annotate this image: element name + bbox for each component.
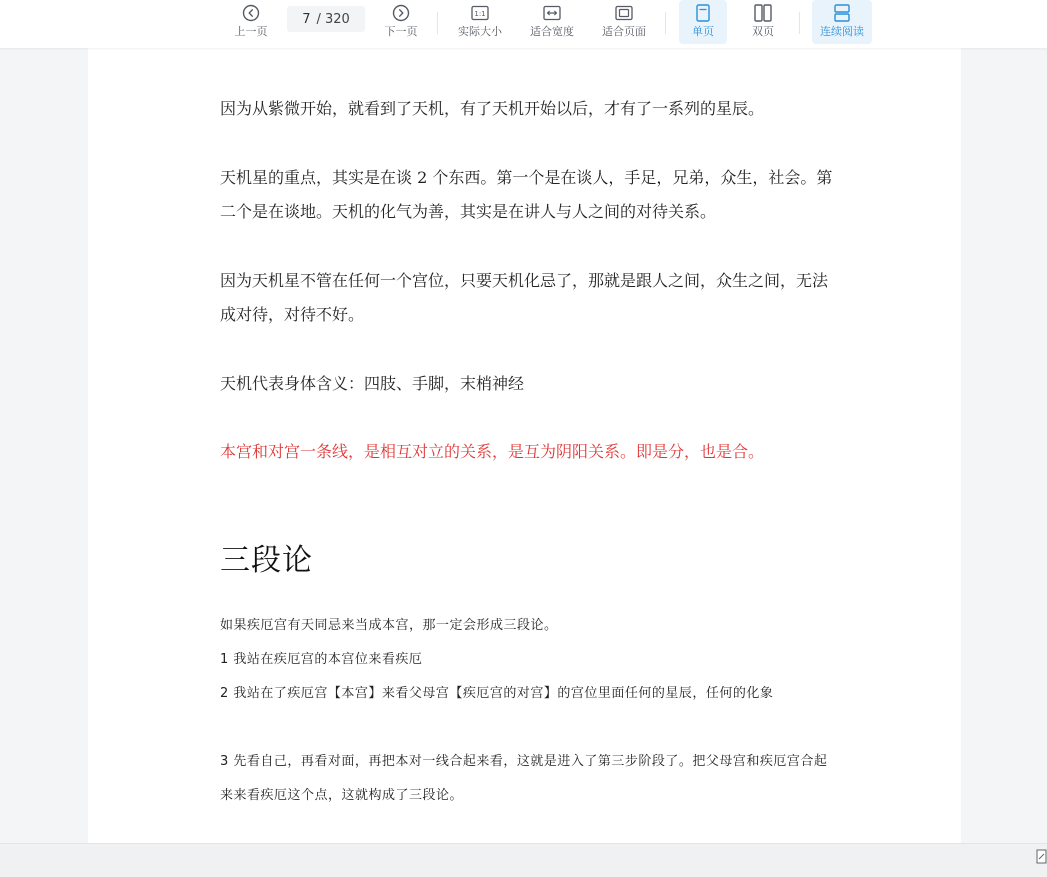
single-page-icon	[693, 3, 713, 23]
double-page-button[interactable]	[740, 0, 786, 44]
fit-width-icon	[542, 3, 562, 23]
toolbar-divider	[799, 12, 800, 34]
paragraph-small-4: 3 先看自己，再看对面，再把本对一线合起来看，这就是进入了第三步阶段了。把父母宫和疾厄宫合起来来看疾厄这个点，这就构成了三段论。	[220, 754, 828, 803]
fit-page-button[interactable]	[596, 0, 652, 44]
paragraph-small-1: 如果疾厄宫有天同忌来当成本宫，那一定会形成三段论。	[220, 618, 558, 633]
toolbar-divider	[665, 12, 666, 34]
single-page-label: 单页	[692, 25, 714, 38]
document-page	[88, 48, 961, 843]
fit-width-button[interactable]	[524, 0, 580, 44]
resize-handle-icon[interactable]	[1035, 849, 1047, 865]
double-page-label: 双页	[752, 25, 774, 38]
continuous-reading-label: 连续阅读	[820, 25, 864, 38]
fit-page-icon	[614, 3, 634, 23]
paragraph-2: 天机星的重点，其实是在谈 2 个东西。第一个是在谈人，手足，兄弟，众生，社会。第二个是在谈地。天机的化气为善，其实是在讲人与人之间的对待关系。	[220, 168, 833, 221]
paragraph-1: 因为从紫微开始，就看到了天机，有了天机开始以后，才有了一系列的星辰。	[220, 99, 765, 118]
chevron-right-circle-icon	[391, 3, 411, 23]
paragraph-4: 天机代表身体含义：四肢、手脚，末梢神经	[220, 374, 525, 393]
paragraph-small-2: 1 我站在疾厄宫的本宫位来看疾厄	[220, 652, 423, 667]
fit-width-label: 适合宽度	[530, 25, 574, 38]
status-bar	[0, 843, 1047, 877]
current-page-value: 7	[302, 11, 311, 27]
toolbar-divider	[437, 12, 438, 34]
fit-page-label: 适合页面	[602, 25, 646, 38]
actual-size-button[interactable]	[452, 0, 508, 44]
prev-page-label: 上一页	[234, 25, 268, 38]
prev-page-button[interactable]	[228, 0, 274, 44]
actual-size-icon	[470, 3, 490, 23]
continuous-reading-icon	[832, 3, 852, 23]
total-pages-value: / 320	[316, 11, 350, 27]
next-page-label: 下一页	[384, 25, 418, 38]
next-page-button[interactable]	[378, 0, 424, 44]
page-number-field[interactable]	[287, 6, 365, 32]
single-page-button[interactable]	[679, 0, 727, 44]
actual-size-label: 实际大小	[458, 25, 502, 38]
paragraph-red-highlight: 本宫和对宫一条线，是相互对立的关系，是互为阴阳关系。即是分，也是合。	[220, 442, 765, 461]
paragraph-3: 因为天机星不管在任何一个宫位，只要天机化忌了，那就是跟人之间，众生之间，无法成对待，对待不好。	[220, 271, 829, 324]
paragraph-small-3: 2 我站在了疾厄宫【本宫】来看父母宫【疾厄宫的对宫】的宫位里面任何的星辰，任何的化象	[220, 686, 774, 701]
reader-toolbar	[0, 0, 1047, 48]
actual-size-icon-text: 1:1	[474, 10, 486, 18]
section-heading: 三段论	[220, 543, 313, 578]
double-page-icon	[753, 3, 773, 23]
chevron-left-circle-icon	[241, 3, 261, 23]
continuous-reading-button[interactable]	[812, 0, 872, 44]
